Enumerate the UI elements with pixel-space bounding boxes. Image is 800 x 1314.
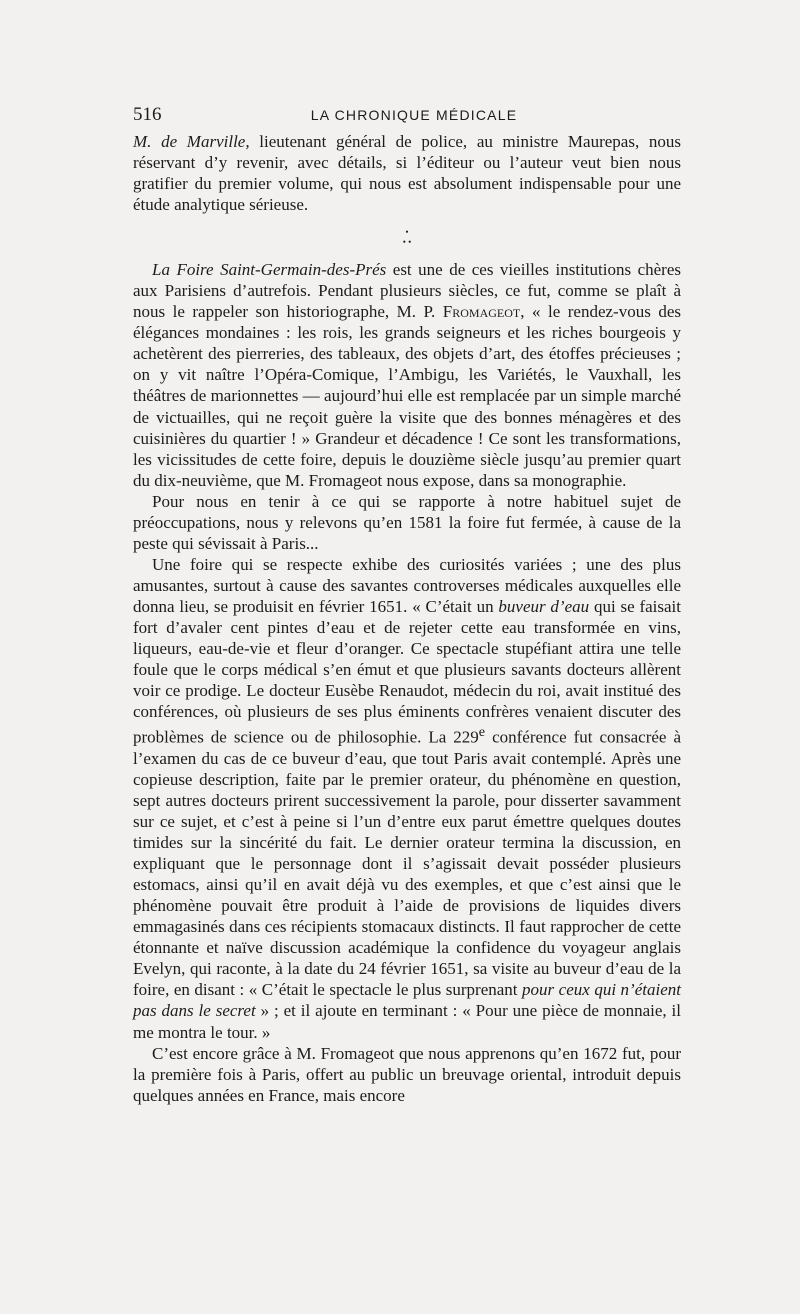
text-run: conférence fut consacrée à l’examen du cas de ce buveur d’eau, que tout Paris avait contemplé. Après une copieuse description, faite par le premier orateur, du phénomène en question, sept autres docteurs prirent successivement la parole, pour disserter savamment sur ce sujet, et c’est à peine si l’un d’entre eux parut émettre quelques doutes timides sur la sincérité du fait. Le dernier orateur termina la discussion, en expliquant que le personnage dont il s’agissait devait posséder plusieurs estomacs, ainsi qu’il en avait déjà vu des exemples, et que c’est ainsi que le phénomène pouvait être produit à l’aide de provisions de liquides divers emmagasinés dans ces récipients stomacaux distincts. Il faut rapprocher de cette étonnante et naïve discussion académique la confidence du voyageur anglais Evelyn, qui raconte, à la date du 24 février 1651, sa visite au buveur d’eau de la foire, en disant : « C’était le spectacle le plus surprenant: [133, 727, 681, 1000]
secret-italic: pour ceux qui n’étaient pas dans le secret: [133, 980, 681, 1021]
page-number: 516: [133, 104, 162, 125]
text-run: M.: [133, 132, 162, 151]
page-header: [133, 104, 681, 128]
paragraph-peste: Pour nous en tenir à ce qui se rapporte à notre habituel sujet de préoccupations, nous y relevons qu’en 1581 la foire fut fermée, à cause de la peste qui sévissait à Paris...: [133, 491, 681, 553]
foire-title: La Foire Saint-Germain-des-Prés: [152, 260, 387, 280]
ordinal-sup: e: [478, 724, 486, 741]
paragraph-buveur: [133, 554, 681, 1043]
paragraph-marville: [133, 131, 681, 215]
author-name: Fromageot: [442, 302, 521, 322]
text-run: » ; et il ajoute en terminant : « Pour une pièce de monnaie, il me montra le tour. »: [133, 1001, 681, 1042]
separator-bottom: • •: [402, 237, 412, 248]
text-run: de Marville,: [161, 132, 250, 151]
separator-top: •: [405, 227, 409, 238]
text-run: qui se faisait fort d’avaler cent pintes d’eau et de rejeter cette eau transformée en vins, liqueurs, eau-de-vie et fleur d’oranger. Ce spectacle stupéfiant attira une telle foule que le corps médical s’en émut et que plusieurs savants docteurs allèrent voir ce prodige. Le docteur Eusèbe Renaudot, médecin du roi, avait institué des conférences, où plusieurs de ses plus éminents confrères venaient discuter des problèmes de science ou de philosophie. La 229: [133, 596, 682, 747]
text-run: est une de ces vieilles institutions chères aux Parisiens d’autrefois. Pendant plusieurs siècles, ce fut, comme se plaît à nous le rappeler son historiographe, M. P.: [133, 260, 681, 322]
text-run: , « le rendez-vous des élégances mondaines : les rois, les grands seigneurs et les riches bourgeois y achetèrent des pierreries, des tableaux, des objets d’art, des étoffes précieuses ; on y vit naître l’Opéra-Comique, l’Ambigu, les Variétés, le Vauxhall, les théâtres de marionnettes — aujourd’hui elle est remplacée par un simple marché de victuailles, qui ne reçoit guère la visite que des bonnes ménagères et des cuisinières du quartier ! » Grandeur et décadence ! Ce sont les transformations, les vicissitudes de cette foire, depuis le douzième siècle jusqu’au premier quart du dix-neuvième, que M. Fromageot nous expose, dans sa monographie.: [133, 302, 681, 490]
text-run: Une foire qui se respecte exhibe des curiosités variées ; une des plus amusantes, surtout à cause des savantes controverses médicales auxquelles elle donna lieu, se produisit en février 1651. « C’était un: [133, 554, 681, 616]
text-run: lieutenant général de police, au ministre Maurepas, nous réservant d’y revenir, avec détails, si l’éditeur ou l’auteur veut bien nous gratifier du premier volume, qui nous est absolument indispensable pour une étude analytique sérieuse.: [133, 132, 681, 215]
paragraph-foire: [133, 259, 681, 491]
buveur-italic: buveur d’eau: [498, 596, 590, 616]
section-separator: [133, 215, 681, 259]
running-title: LA CHRONIQUE MÉDICALE: [310, 107, 518, 123]
paragraph-breuvage: C’est encore grâce à M. Fromageot que nous apprenons qu’en 1672 fut, pour la première fois à Paris, offert au public un breuvage oriental, introduit depuis quelques années en France, mais encore: [133, 1043, 681, 1105]
